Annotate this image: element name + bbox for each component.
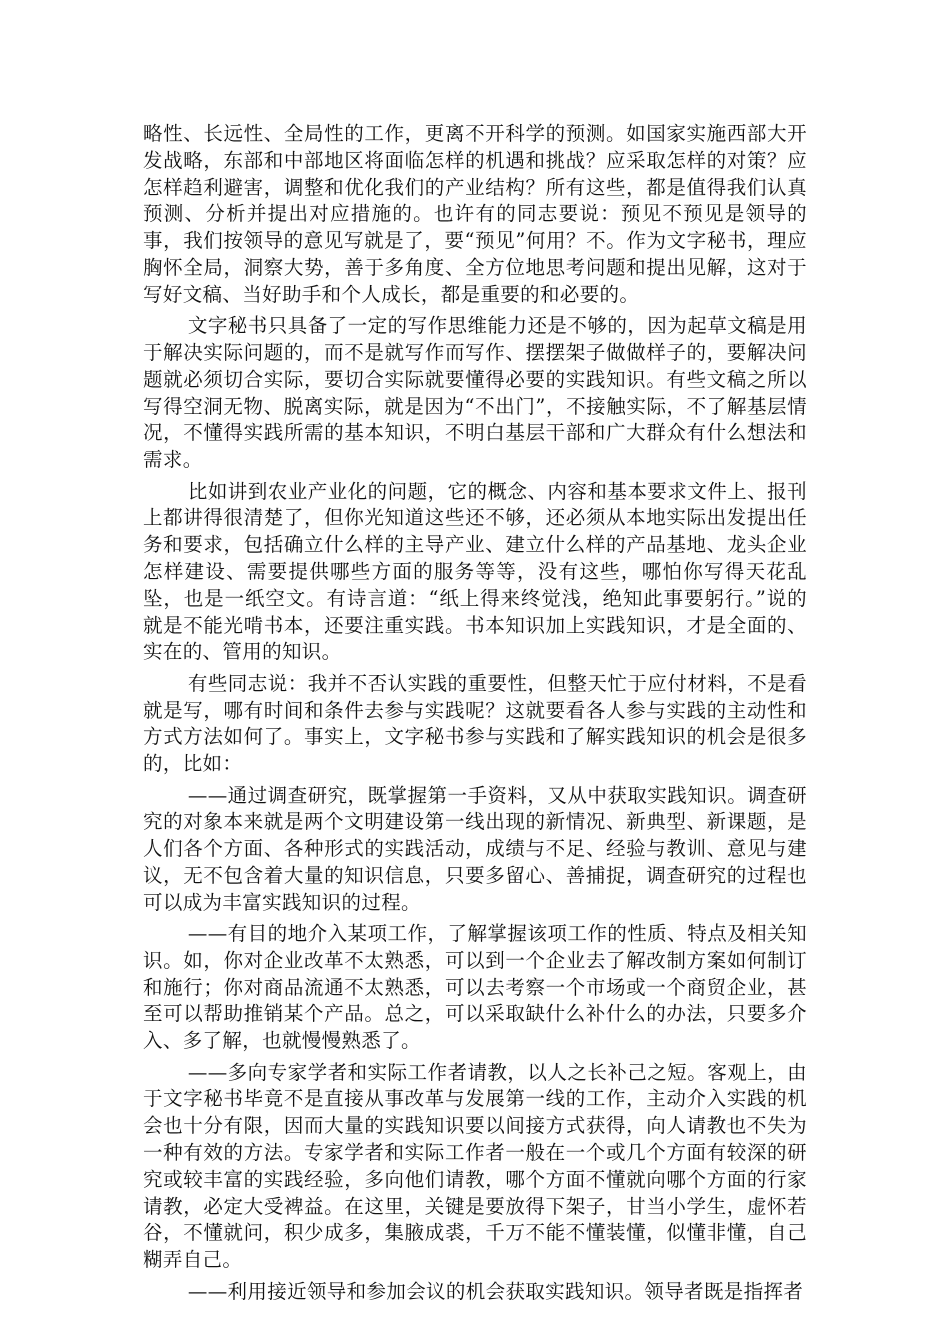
paragraph-3: 比如讲到农业产业化的问题，它的概念、内容和基本要求文件上、报刊上都讲得很清楚了，但你光知道这些还不够，还必须从本地实际出发提出任务和要求，包括确立什么样的主导产业、建立什么样的产品基地、龙头企业怎样建设、需要提供哪些方面的服务等等，没有这些，哪怕你写得天花乱坠，也是一纸空文。有诗言道：“纸上得来终觉浅，绝知此事要躬行。”说的就是不能光啃书本，还要注重实践。书本知识加上实践知识，才是全面的、实在的、管用的知识。 xyxy=(143,479,807,664)
paragraph-7: ——多向专家学者和实际工作者请教，以人之长补己之短。客观上，由于文字秘书毕竟不是直接从事改革与发展第一线的工作，主动介入实践的机会也十分有限，因而大量的实践知识要以间接方式获得，向人请教也不失为一种有效的方法。专家学者和实际工作者一般在一个或几个方面有较深的研究或较丰富的实践经验，多向他们请教，哪个方面不懂就向哪个方面的行家请教，必定大受裨益。在这里，关键是要放得下架子，甘当小学生，虚怀若谷，不懂就问，积少成多，集腋成裘，千万不能不懂装懂，似懂非懂，自己糊弄自己。 xyxy=(143,1060,807,1272)
paragraph-2: 文字秘书只具备了一定的写作思维能力还是不够的，因为起草文稿是用于解决实际问题的，而不是就写作而写作、摆摆架子做做样子的，要解决问题就必须切合实际，要切合实际就要懂得必要的实践知识。有些文稿之所以写得空洞无物、脱离实际，就是因为“不出门”，不接触实际，不了解基层情况，不懂得实践所需的基本知识，不明白基层干部和广大群众有什么想法和需求。 xyxy=(143,314,807,472)
paragraph-5: ——通过调查研究，既掌握第一手资料，又从中获取实践知识。调查研究的对象本来就是两个文明建设第一线出现的新情况、新典型、新课题，是人们各个方面、各种形式的实践活动，成绩与不足、经验与教训、意见与建议，无不包含着大量的知识信息，只要多留心、善捕捉，调查研究的过程也可以成为丰富实践知识的过程。 xyxy=(143,783,807,914)
paragraph-4: 有些同志说：我并不否认实践的重要性，但整天忙于应付材料，不是看就是写，哪有时间和条件去参与实践呢？这就要看各人参与实践的主动性和方式方法如何了。事实上，文字秘书参与实践和了解实践知识的机会是很多的，比如： xyxy=(143,671,807,776)
paragraph-1: 略性、长远性、全局性的工作，更离不开科学的预测。如国家实施西部大开发战略，东部和中部地区将面临怎样的机遇和挑战？应采取怎样的对策？应怎样趋利避害，调整和优化我们的产业结构？所有这些，都是值得我们认真预测、分析并提出对应措施的。也许有的同志要说：预见不预见是领导的事，我们按领导的意见写就是了，要“预见”何用？不。作为文字秘书，理应胸怀全局，洞察大势，善于多角度、全方位地思考问题和提出见解，这对于写好文稿、当好助手和个人成长，都是重要的和必要的。 xyxy=(143,122,807,306)
paragraph-8: ——利用接近领导和参加会议的机会获取实践知识。领导者既是指挥者 xyxy=(187,1279,804,1303)
document-body xyxy=(143,121,807,1310)
paragraph-6: ——有目的地介入某项工作，了解掌握该项工作的性质、特点及相关知识。如，你对企业改革不太熟悉，可以到一个企业去了解改制方案如何制订和施行；你对商品流通不太熟悉，可以去考察一个市场或一个商贸企业，甚至可以帮助推销某个产品。总之，可以采取缺什么补什么的办法，只要多介入、多了解，也就慢慢熟悉了。 xyxy=(143,922,807,1053)
